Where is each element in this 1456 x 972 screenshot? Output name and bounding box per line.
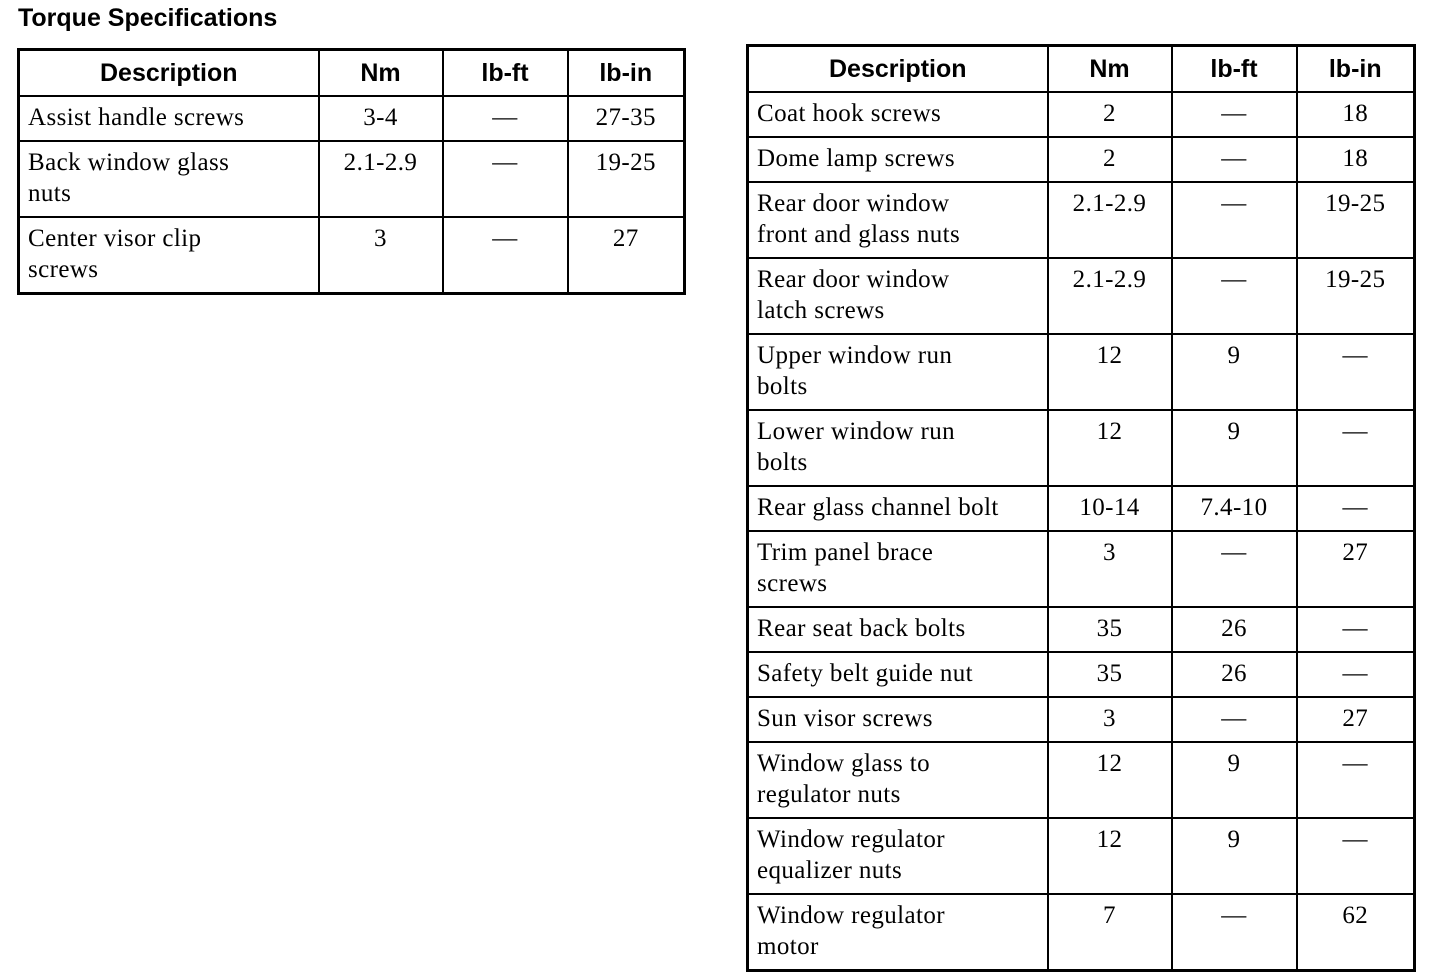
description-cell (748, 742, 1048, 818)
table-row (748, 697, 1415, 742)
column-header-lbin: lb-in (568, 50, 685, 97)
description-cell (748, 894, 1048, 971)
lbft-cell: 9 (1172, 742, 1297, 818)
lbin-cell: 19-25 (1297, 258, 1415, 334)
column-header-description: Description (748, 46, 1048, 93)
column-header-lbin: lb-in (1297, 46, 1415, 93)
nm-cell: 12 (1048, 334, 1172, 410)
lbin-cell: — (1297, 607, 1415, 652)
description-line: Rear door window (757, 190, 950, 217)
table-row (748, 531, 1415, 607)
column-header-nm: Nm (1048, 46, 1172, 93)
nm-cell: 3-4 (319, 96, 443, 141)
description-cell (19, 96, 319, 141)
table-row (748, 137, 1415, 182)
description-line: nuts (28, 180, 72, 207)
table-row (748, 607, 1415, 652)
description-line: Sun visor screws (757, 705, 933, 732)
lbft-cell: — (1172, 92, 1297, 137)
nm-cell: 2 (1048, 137, 1172, 182)
torque-table-left (17, 48, 686, 295)
description-line: Assist handle screws (28, 104, 245, 131)
table-row (748, 486, 1415, 531)
description-cell (748, 607, 1048, 652)
lbin-cell: — (1297, 818, 1415, 894)
lbin-cell: — (1297, 742, 1415, 818)
description-line: Safety belt guide nut (757, 660, 973, 687)
description-line: Rear seat back bolts (757, 615, 966, 642)
description-line: Rear glass channel bolt (757, 494, 999, 521)
lbft-cell: — (1172, 697, 1297, 742)
description-cell (748, 697, 1048, 742)
lbft-cell: 9 (1172, 818, 1297, 894)
description-line: bolts (757, 373, 808, 400)
lbin-cell: 18 (1297, 137, 1415, 182)
description-cell (748, 92, 1048, 137)
lbin-cell: 19-25 (1297, 182, 1415, 258)
description-cell (748, 410, 1048, 486)
lbft-cell: — (1172, 894, 1297, 971)
table-row (748, 92, 1415, 137)
lbft-cell: 26 (1172, 652, 1297, 697)
lbft-cell: — (1172, 531, 1297, 607)
table-row (748, 410, 1415, 486)
description-line: Dome lamp screws (757, 145, 956, 172)
table-row (748, 652, 1415, 697)
table-header-row (19, 50, 685, 97)
description-line: Back window glass (28, 149, 230, 176)
nm-cell: 3 (319, 217, 443, 294)
nm-cell: 10-14 (1048, 486, 1172, 531)
description-line: regulator nuts (757, 781, 901, 808)
description-line: Window regulator (757, 826, 945, 853)
nm-cell: 35 (1048, 652, 1172, 697)
table-row (748, 182, 1415, 258)
table-row (748, 818, 1415, 894)
lbin-cell: 19-25 (568, 141, 685, 217)
lbft-cell: — (1172, 182, 1297, 258)
description-cell (19, 217, 319, 294)
description-cell (19, 141, 319, 217)
table-header-row (748, 46, 1415, 93)
nm-cell: 2.1-2.9 (1048, 258, 1172, 334)
table-row (748, 334, 1415, 410)
description-cell (748, 334, 1048, 410)
lbft-cell: — (443, 217, 568, 294)
nm-cell: 2 (1048, 92, 1172, 137)
table-row (748, 894, 1415, 971)
column-header-lbft: lb-ft (1172, 46, 1297, 93)
lbft-cell: — (1172, 258, 1297, 334)
page-title: Torque Specifications (18, 4, 278, 32)
description-line: front and glass nuts (757, 221, 961, 248)
table-row (19, 96, 685, 141)
lbin-cell: 18 (1297, 92, 1415, 137)
description-cell (748, 182, 1048, 258)
column-header-nm: Nm (319, 50, 443, 97)
description-cell (748, 652, 1048, 697)
description-line: equalizer nuts (757, 857, 903, 884)
nm-cell: 35 (1048, 607, 1172, 652)
column-header-lbft: lb-ft (443, 50, 568, 97)
lbft-cell: — (443, 96, 568, 141)
nm-cell: 12 (1048, 742, 1172, 818)
description-line: latch screws (757, 297, 885, 324)
lbft-cell: 26 (1172, 607, 1297, 652)
lbft-cell: 9 (1172, 410, 1297, 486)
description-line: screws (28, 256, 99, 283)
table-row (748, 742, 1415, 818)
description-line: Trim panel brace (757, 539, 934, 566)
description-line: Center visor clip (28, 225, 202, 252)
lbft-cell: — (443, 141, 568, 217)
lbin-cell: 27-35 (568, 96, 685, 141)
lbin-cell: 27 (1297, 697, 1415, 742)
nm-cell: 2.1-2.9 (319, 141, 443, 217)
nm-cell: 3 (1048, 531, 1172, 607)
description-line: screws (757, 570, 828, 597)
description-line: Window glass to (757, 750, 931, 777)
description-line: Window regulator (757, 902, 945, 929)
description-cell (748, 818, 1048, 894)
lbin-cell: — (1297, 410, 1415, 486)
lbft-cell: — (1172, 137, 1297, 182)
lbin-cell: — (1297, 652, 1415, 697)
table-row (19, 141, 685, 217)
description-line: Coat hook screws (757, 100, 942, 127)
torque-table-right (746, 44, 1416, 972)
description-line: bolts (757, 449, 808, 476)
table-row (748, 258, 1415, 334)
nm-cell: 2.1-2.9 (1048, 182, 1172, 258)
lbft-cell: 7.4-10 (1172, 486, 1297, 531)
description-line: Rear door window (757, 266, 950, 293)
nm-cell: 3 (1048, 697, 1172, 742)
lbin-cell: 62 (1297, 894, 1415, 971)
description-cell (748, 137, 1048, 182)
lbin-cell: 27 (1297, 531, 1415, 607)
description-line: Upper window run (757, 342, 953, 369)
description-cell (748, 531, 1048, 607)
nm-cell: 12 (1048, 818, 1172, 894)
nm-cell: 7 (1048, 894, 1172, 971)
description-line: Lower window run (757, 418, 956, 445)
column-header-description: Description (19, 50, 319, 97)
description-line: motor (757, 933, 819, 960)
lbft-cell: 9 (1172, 334, 1297, 410)
lbin-cell: — (1297, 334, 1415, 410)
lbin-cell: 27 (568, 217, 685, 294)
lbin-cell: — (1297, 486, 1415, 531)
nm-cell: 12 (1048, 410, 1172, 486)
description-cell (748, 486, 1048, 531)
table-row (19, 217, 685, 294)
description-cell (748, 258, 1048, 334)
